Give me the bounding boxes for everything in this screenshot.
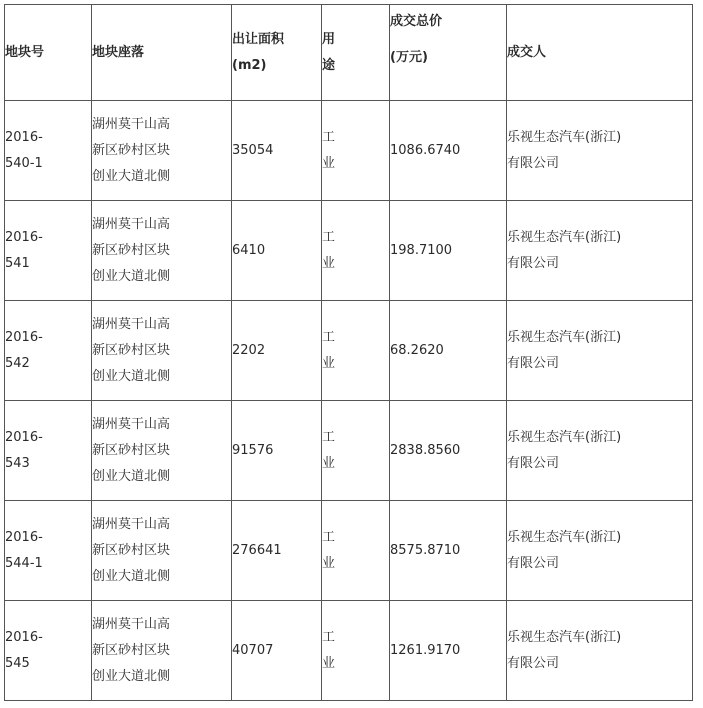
parcel-id-cell: 2016- 545	[5, 601, 92, 701]
table-row	[5, 401, 693, 501]
buyer-cell: 乐视生态汽车(浙江) 有限公司	[507, 401, 693, 501]
table-row	[5, 201, 693, 301]
use-cell: 工 业	[322, 501, 390, 601]
location-cell: 湖州莫干山高 新区砂村区块 创业大道北侧	[92, 201, 232, 301]
location-cell: 湖州莫干山高 新区砂村区块 创业大道北侧	[92, 601, 232, 701]
header-use: 用 途	[322, 5, 390, 101]
price-cell: 2838.8560	[390, 401, 507, 501]
area-cell: 2202	[232, 301, 322, 401]
buyer-cell: 乐视生态汽车(浙江) 有限公司	[507, 601, 693, 701]
table-row	[5, 601, 693, 701]
area-cell: 91576	[232, 401, 322, 501]
parcel-id-cell: 2016- 543	[5, 401, 92, 501]
price-cell: 198.7100	[390, 201, 507, 301]
buyer-cell: 乐视生态汽车(浙江) 有限公司	[507, 201, 693, 301]
table-row	[5, 301, 693, 401]
header-location: 地块座落	[92, 5, 232, 101]
area-cell: 40707	[232, 601, 322, 701]
use-cell: 工 业	[322, 201, 390, 301]
parcel-id-cell: 2016- 540-1	[5, 101, 92, 201]
use-cell: 工 业	[322, 101, 390, 201]
location-cell: 湖州莫干山高 新区砂村区块 创业大道北侧	[92, 101, 232, 201]
header-row	[5, 5, 693, 101]
buyer-cell: 乐视生态汽车(浙江) 有限公司	[507, 301, 693, 401]
land-transaction-table	[4, 4, 693, 701]
location-cell: 湖州莫干山高 新区砂村区块 创业大道北侧	[92, 301, 232, 401]
table-row	[5, 101, 693, 201]
header-buyer: 成交人	[507, 5, 693, 101]
table-row	[5, 501, 693, 601]
parcel-id-cell: 2016- 542	[5, 301, 92, 401]
parcel-id-cell: 2016- 544-1	[5, 501, 92, 601]
use-cell: 工 业	[322, 301, 390, 401]
use-cell: 工 业	[322, 601, 390, 701]
area-cell: 6410	[232, 201, 322, 301]
location-cell: 湖州莫干山高 新区砂村区块 创业大道北侧	[92, 501, 232, 601]
header-area: 出让面积 (m2)	[232, 5, 322, 101]
use-cell: 工 业	[322, 401, 390, 501]
header-price: 成交总价 (万元)	[390, 5, 507, 101]
price-cell: 1086.6740	[390, 101, 507, 201]
area-cell: 35054	[232, 101, 322, 201]
header-parcel-id: 地块号	[5, 5, 92, 101]
parcel-id-cell: 2016- 541	[5, 201, 92, 301]
buyer-cell: 乐视生态汽车(浙江) 有限公司	[507, 501, 693, 601]
location-cell: 湖州莫干山高 新区砂村区块 创业大道北侧	[92, 401, 232, 501]
price-cell: 68.2620	[390, 301, 507, 401]
price-cell: 8575.8710	[390, 501, 507, 601]
buyer-cell: 乐视生态汽车(浙江) 有限公司	[507, 101, 693, 201]
area-cell: 276641	[232, 501, 322, 601]
price-cell: 1261.9170	[390, 601, 507, 701]
